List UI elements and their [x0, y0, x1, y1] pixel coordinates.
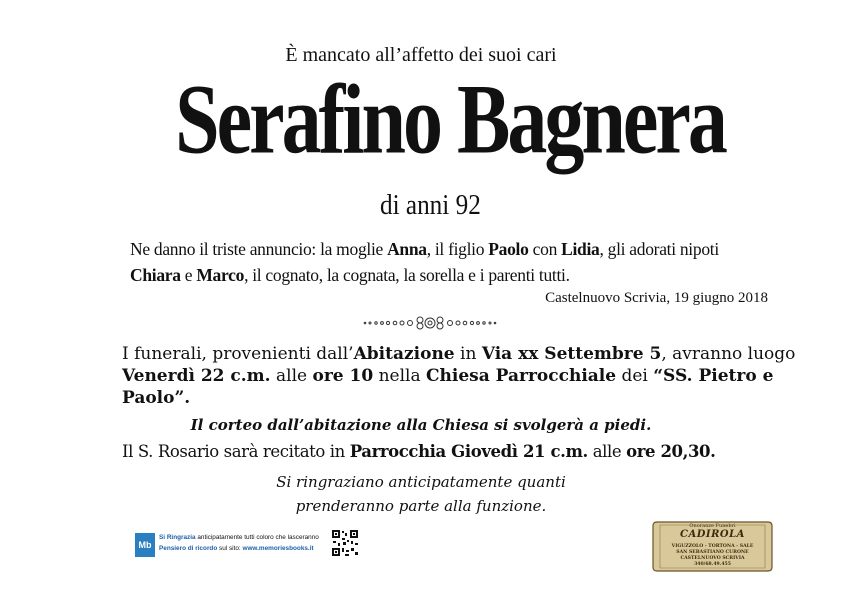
procession-note: Il corteo dall’abitazione alla Chiesa si svolgerà a piedi. [190, 416, 652, 434]
stamp-location: CASTELNUOVO SCRIVIA [680, 556, 745, 561]
footer-line [159, 532, 329, 543]
thanks-line: prenderanno parte alla funzione. [295, 497, 547, 515]
thanks-text [0, 470, 842, 518]
intro-text: È mancato all’affetto dei suoi cari [285, 44, 557, 66]
funeral-church-name: “SS. Pietro e Paolo”. [122, 366, 774, 408]
memoriesbooks-footer [135, 529, 360, 561]
age-text: di anni 92 [380, 190, 481, 221]
announce-part: e [180, 265, 197, 285]
funeral-info [122, 343, 802, 409]
footer-text [159, 532, 329, 554]
footer-line [159, 543, 329, 554]
stamp-location: SAN SEBASTIANO CURONE [676, 550, 749, 555]
funeral-text: alle [270, 366, 313, 386]
deceased-name: Serafino Bagnera [175, 65, 725, 175]
rosary-info [122, 442, 802, 461]
funeral-church: Chiesa Parrocchiale [426, 366, 617, 386]
announce-part: Ne danno il triste annuncio: la moglie [130, 239, 388, 259]
funeral-text: I funerali, provenienti dall’ [122, 344, 354, 364]
rosary-text: Il S. Rosario sarà recitato in [122, 442, 350, 461]
rosary-place-date: Parrocchia Giovedì 21 c.m. [349, 442, 588, 461]
place-date: Castelnuovo Scrivia, 19 giugno 2018 [545, 290, 768, 306]
announce-part: con [528, 239, 562, 259]
funeral-address: Via xx Settembre 5 [481, 344, 662, 364]
footer-url[interactable]: www.memoriesbooks.it [242, 545, 314, 552]
footer-rest: sul sito: [217, 545, 243, 552]
footer-bold: Pensiero di ricordo [159, 545, 218, 552]
qr-code-icon [331, 529, 359, 557]
announce-part: , il figlio [426, 239, 489, 259]
funeral-text: in [454, 344, 482, 364]
funeral-text: nella [373, 366, 426, 386]
daughter-in-law-name: Lidia [561, 239, 600, 259]
funeral-time: ore 10 [312, 366, 374, 386]
funeral-day: Venerdì 22 c.m. [122, 366, 271, 386]
funeral-origin: Abitazione [353, 344, 455, 364]
son-name: Paolo [488, 239, 529, 259]
ornament-divider [360, 312, 500, 334]
footer-bold: Si Ringrazia [159, 534, 196, 541]
stamp-caption: Onoranze Funebri [689, 523, 736, 529]
announcement-text [130, 236, 770, 288]
stamp-phone: 340/68.49.455 [694, 562, 731, 567]
stamp-brand: CADIROLA [680, 529, 745, 540]
funeral-text: , avranno luogo [661, 344, 796, 364]
stamp-locations: VIGUZZOLO - TORTONA - SALE [671, 544, 754, 549]
stamp-text [651, 519, 774, 574]
wife-name: Anna [387, 239, 427, 259]
grandchild-name: Marco [196, 265, 245, 285]
grandchild-name: Chiara [130, 265, 181, 285]
thanks-line: Si ringraziano anticipatamente quanti [276, 473, 566, 491]
announce-part: , gli adorati nipoti [599, 239, 719, 259]
announce-part: , il cognato, la cognata, la sorella e i parenti tutti. [244, 265, 570, 285]
memoriesbooks-logo: Mb [135, 533, 155, 557]
funeral-home-stamp [651, 519, 774, 574]
rosary-text: alle [587, 442, 627, 461]
funeral-text: dei [616, 366, 654, 386]
footer-rest: anticipatamente tutti coloro che lasceranno [195, 534, 319, 541]
rosary-time: ore 20,30. [626, 442, 716, 461]
